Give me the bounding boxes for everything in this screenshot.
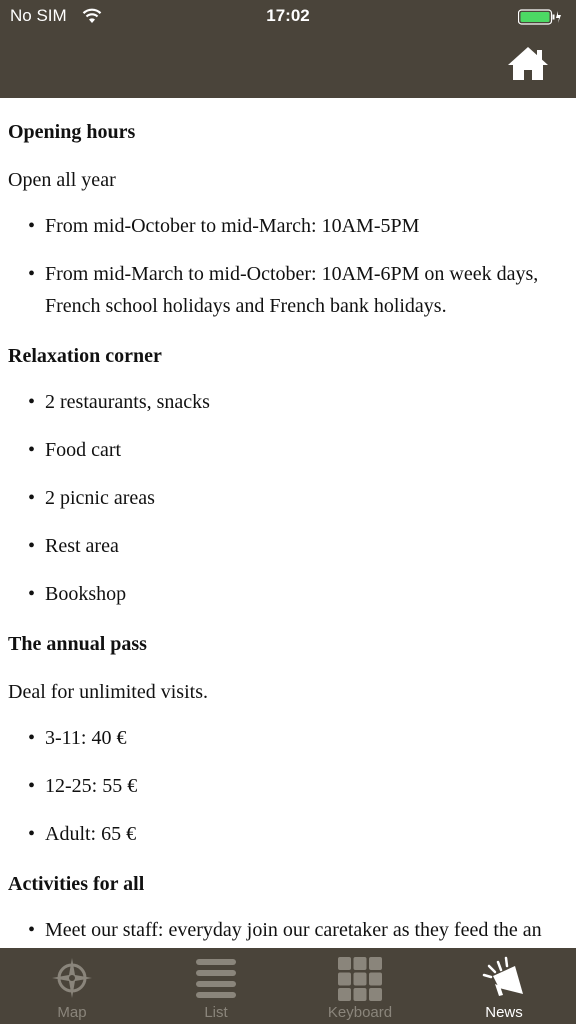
list-item: • 3-11: 40 € [8, 722, 576, 754]
tab-keyboard[interactable] [288, 948, 432, 1024]
megaphone-icon [481, 956, 527, 1000]
annual-pass-list [8, 722, 576, 850]
list-item-line: • From mid-March to mid-October: 10AM-6PM on week days, [45, 263, 539, 285]
relaxation-list [8, 386, 576, 610]
annual-pass-text: Deal for unlimited visits. [8, 681, 208, 703]
carrier-label: No SIM [10, 6, 67, 25]
section-heading-annual-pass: The annual pass [8, 633, 147, 655]
list-item: • Rest area [8, 530, 576, 562]
info-content[interactable] [0, 98, 576, 948]
list-item: • Bookshop [8, 578, 576, 610]
list-item: • Meet our staff: everyday join our caretaker as they feed the an [8, 914, 576, 946]
opening-hours-list [8, 210, 576, 322]
section-heading-activities: Activities for all [8, 873, 145, 895]
home-icon[interactable] [506, 44, 550, 84]
list-item [8, 258, 576, 322]
grid-icon [337, 956, 383, 1002]
section-heading-opening-hours: Opening hours [8, 121, 136, 143]
tab-label: Map [57, 1004, 87, 1021]
section-heading-relaxation-corner: Relaxation corner [8, 345, 162, 367]
tab-list[interactable] [144, 948, 288, 1024]
list-item: • From mid-October to mid-March: 10AM-5PM [8, 210, 576, 242]
tab-label: Keyboard [327, 1004, 393, 1021]
battery-icon [518, 9, 562, 25]
status-bar [0, 0, 576, 32]
tab-map[interactable] [0, 948, 144, 1024]
tab-label: News [485, 1004, 523, 1021]
tab-label: List [204, 1004, 228, 1021]
list-item: • 12-25: 55 € [8, 770, 576, 802]
list-item: • Food cart [8, 434, 576, 466]
list-item-line: French school holidays and French bank holidays. [45, 295, 447, 317]
list-item: • 2 picnic areas [8, 482, 576, 514]
tab-news[interactable] [432, 948, 576, 1024]
list-item: • 2 restaurants, snacks [8, 386, 576, 418]
activities-list [8, 914, 576, 946]
clock: 17:02 [266, 6, 310, 25]
nav-bar [0, 32, 576, 98]
list-icon [194, 956, 238, 1000]
list-item: • Adult: 65 € [8, 818, 576, 850]
tab-bar [0, 948, 576, 1024]
opening-hours-text: Open all year [8, 169, 116, 191]
compass-icon [50, 956, 94, 1000]
